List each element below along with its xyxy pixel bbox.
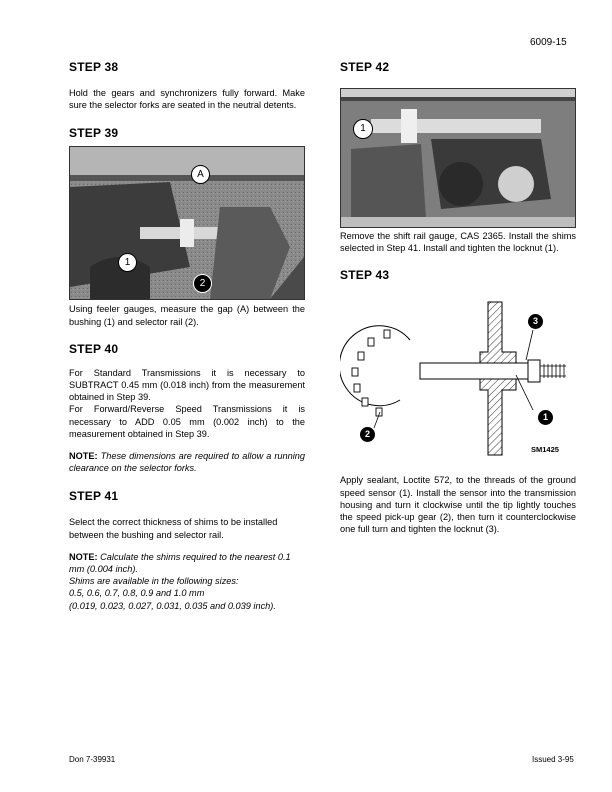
callout-1: 1 [538, 410, 553, 425]
step-40-para-1: For Standard Transmissions it is necessary to SUBTRACT 0.45 mm (0.018 inch) from the measurement obtained in Step 39. [69, 367, 305, 403]
footer-doc-number: Don 7-39931 [69, 755, 116, 764]
right-column [340, 60, 576, 535]
step-40-note-text: These dimensions are required to allow a running clearance on the selector forks. [69, 451, 305, 474]
step-43-diagram [340, 290, 576, 465]
step-40-note-label: NOTE: [69, 451, 98, 462]
step-38-text: Hold the gears and synchronizers fully forward. Make sure the selector forks are seated in the neutral detents. [69, 88, 305, 111]
step-40-note [69, 450, 305, 474]
step-41-note-line-1: Calculate the shims required to the nearest 0.1 mm (0.004 inch). [69, 551, 291, 575]
callout-a: A [191, 165, 210, 184]
left-column [69, 60, 305, 612]
step-41-note-line-2: Shims are available in the following sizes: [69, 576, 239, 587]
step-42-heading: STEP 42 [340, 60, 390, 74]
step-38-heading: STEP 38 [69, 60, 119, 74]
callout-1: 1 [118, 253, 137, 272]
step-42-caption: Remove the shift rail gauge, CAS 2365. Install the shims selected in Step 41. Install and tighten the locknut (1). [340, 231, 576, 254]
footer-issue-date: Issued 3-95 [532, 755, 574, 764]
step-39-photo [69, 146, 305, 300]
gearbox-photo-image [70, 147, 304, 299]
page-number: 6009-15 [530, 37, 567, 48]
step-43-heading: STEP 43 [340, 268, 390, 283]
callout-2: 2 [360, 427, 375, 442]
step-41-text: Select the correct thickness of shims to be installed between the bushing and selector rail. [69, 517, 278, 540]
step-41-heading: STEP 41 [69, 489, 119, 504]
step-42-photo [340, 88, 576, 228]
shift-rail-photo-image [341, 89, 575, 227]
callout-3: 3 [528, 314, 543, 329]
step-39-heading: STEP 39 [69, 126, 119, 141]
step-39-caption: Using feeler gauges, measure the gap (A) between the bushing (1) and selector rail (2). [69, 304, 305, 327]
step-43-text: Apply sealant, Loctite 572, to the threads of the ground speed sensor (1). Install the sensor into the transmission housing and turn it clockwise until the tip lightly touches the speed pick-up gear (2), then turn it counterclockwise one full turn and tighten the locknut (3). [340, 475, 576, 535]
callout-2: 2 [193, 274, 212, 293]
step-41-note [69, 551, 305, 612]
step-41-note-line-4: (0.019, 0.023, 0.027, 0.031, 0.035 and 0.039 inch). [69, 600, 276, 611]
step-41-note-label: NOTE: [69, 551, 98, 562]
callout-1: 1 [353, 119, 373, 139]
step-41-note-line-3: 0.5, 0.6, 0.7, 0.8, 0.9 and 1.0 mm [69, 588, 205, 599]
step-40-para-2: For Forward/Reverse Speed Transmissions it is necessary to ADD 0.05 mm (0.002 inch) to the measurement obtained in Step 39. [69, 404, 305, 439]
step-40-heading: STEP 40 [69, 341, 119, 356]
diagram-code: SM1425 [531, 445, 559, 455]
